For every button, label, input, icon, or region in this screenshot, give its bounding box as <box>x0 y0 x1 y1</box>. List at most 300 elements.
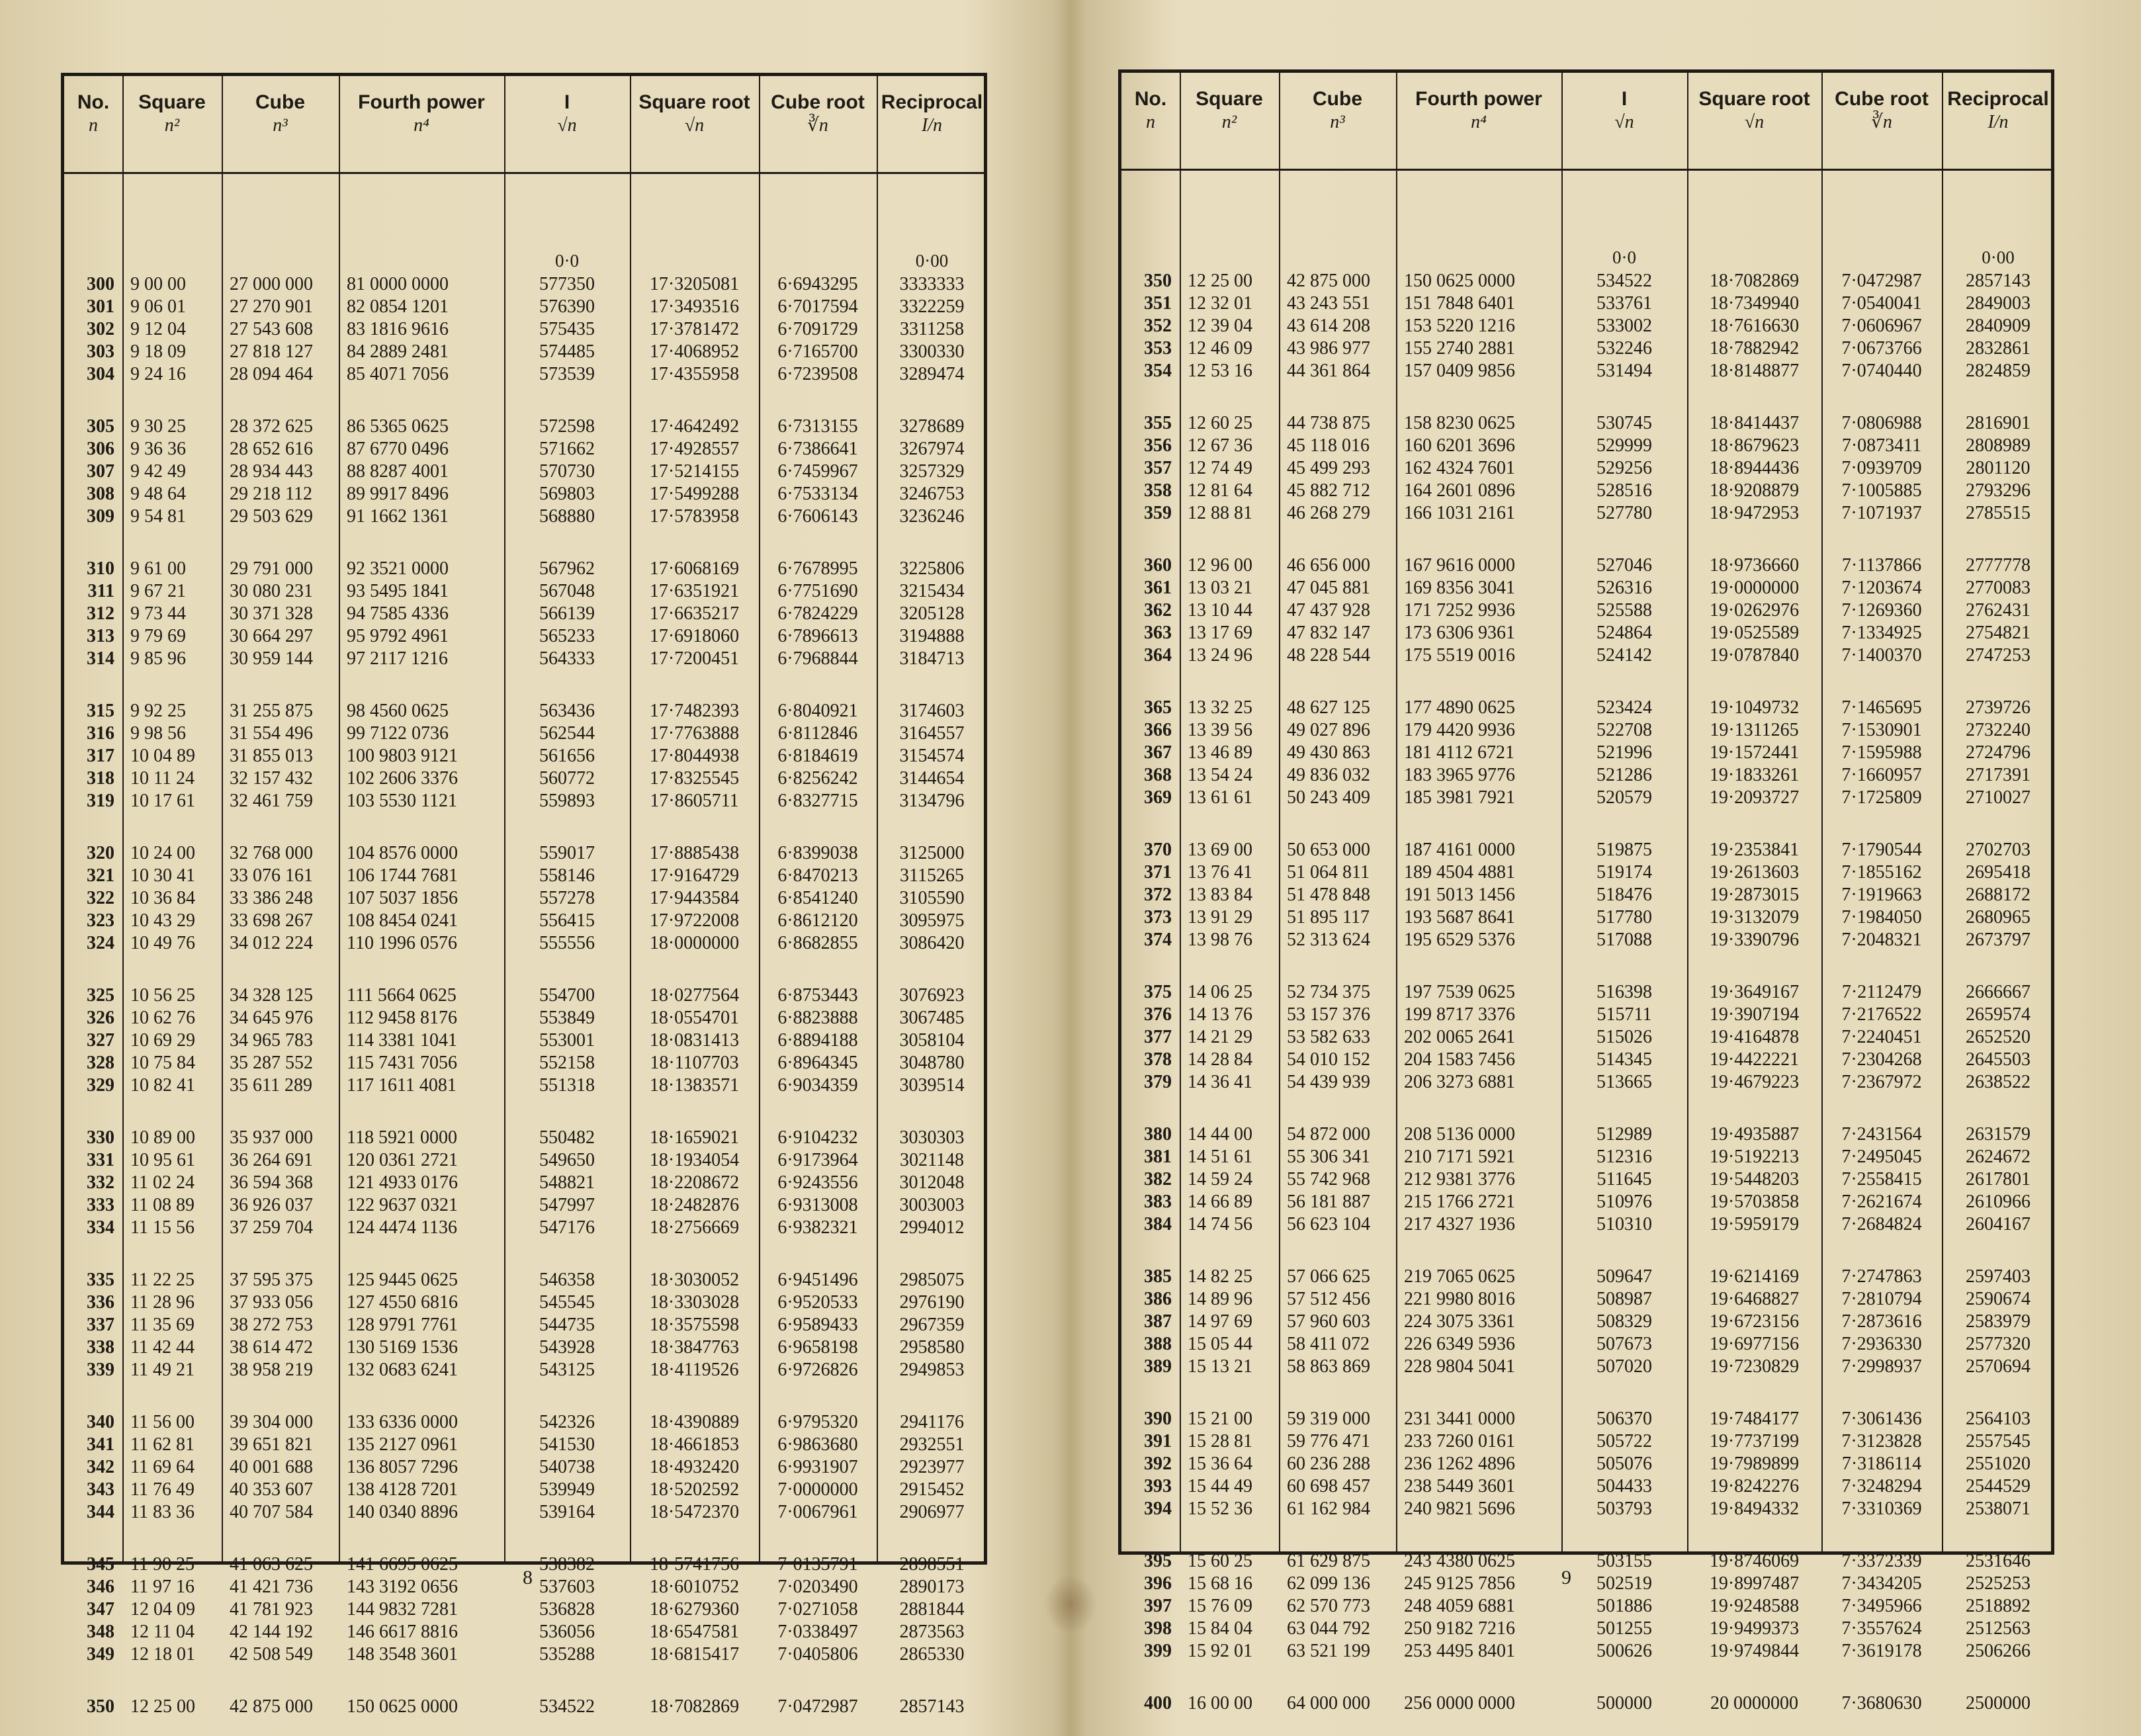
cell-cube: 28 372 625 <box>230 416 313 437</box>
cell-number: 350 <box>1144 271 1172 291</box>
cell-inv-sqrt: 552158 <box>539 1053 595 1073</box>
cell-reciprocal: 2518892 <box>1966 1596 2031 1616</box>
cell-cube-root: 7·0540041 <box>1841 293 1922 314</box>
table-row <box>64 603 984 625</box>
cell-inv-sqrt: 558146 <box>539 865 595 886</box>
cell-fourth-power: 250 9182 7216 <box>1404 1618 1515 1639</box>
cell-cube-root: 6·9795320 <box>777 1412 858 1432</box>
cell-cube: 57 066 625 <box>1287 1266 1370 1287</box>
cell-fourth-power: 88 8287 4001 <box>347 461 449 482</box>
cell-fourth-power: 98 4560 0625 <box>347 701 449 721</box>
cell-square: 9 42 49 <box>130 461 186 482</box>
cell-cube-root: 6·8399038 <box>777 843 858 863</box>
cell-number: 368 <box>1144 765 1172 785</box>
cell-reciprocal: 2652520 <box>1966 1027 2031 1047</box>
cell-number: 343 <box>87 1479 114 1500</box>
header-subtitle: √n <box>557 115 577 136</box>
cell-square: 9 79 69 <box>130 626 186 646</box>
cell-square: 11 97 16 <box>130 1577 195 1597</box>
cell-fourth-power: 189 4504 4881 <box>1404 862 1515 883</box>
cell-inv-sqrt: 515026 <box>1596 1027 1652 1047</box>
cell-cube-root: 7·2684824 <box>1841 1214 1922 1235</box>
cell-reciprocal: 2673797 <box>1966 930 2031 950</box>
cell-cube-root: 7·2747863 <box>1841 1266 1922 1287</box>
cell-inv-sqrt: 500626 <box>1596 1641 1652 1661</box>
cell-inv-sqrt: 572598 <box>539 416 595 437</box>
cell-reciprocal: 3257329 <box>899 461 965 482</box>
cell-number: 385 <box>1144 1266 1172 1287</box>
cell-fourth-power: 111 5664 0625 <box>347 985 457 1006</box>
cell-inv-sqrt: 544735 <box>539 1315 595 1335</box>
cell-reciprocal: 2793296 <box>1966 480 2031 501</box>
table-row <box>64 1217 984 1239</box>
table-row <box>1121 480 2051 502</box>
cell-number: 345 <box>87 1554 114 1575</box>
cell-cube: 42 875 000 <box>1287 271 1370 291</box>
header-subtitle: √n <box>1744 112 1765 132</box>
cell-inv-sqrt: 527780 <box>1596 503 1652 523</box>
cell-square: 10 69 29 <box>130 1030 195 1051</box>
cell-square-root: 19·1311265 <box>1710 720 1799 740</box>
cell-square: 12 81 64 <box>1188 480 1252 501</box>
cell-reciprocal: 3048780 <box>899 1053 965 1073</box>
cell-inv-sqrt: 519875 <box>1596 840 1652 860</box>
cell-cube: 63 044 792 <box>1287 1618 1370 1639</box>
cell-cube-root: 7·3248294 <box>1841 1476 1922 1497</box>
cell-cube: 58 411 072 <box>1287 1334 1370 1354</box>
cell-square: 14 89 96 <box>1188 1289 1252 1309</box>
cell-inv-sqrt: 504433 <box>1596 1476 1652 1497</box>
cell-inv-sqrt: 522708 <box>1596 720 1652 740</box>
cell-square: 10 89 00 <box>130 1127 195 1148</box>
header-subtitle: n <box>1146 112 1155 132</box>
cell-square: 15 36 64 <box>1188 1454 1252 1474</box>
cell-cube-root: 6·9104232 <box>777 1127 858 1148</box>
cell-cube-root: 7·1595988 <box>1841 742 1922 763</box>
cell-reciprocal: 3067485 <box>899 1008 965 1028</box>
cell-number: 304 <box>87 364 114 384</box>
table-row <box>1121 1191 2051 1213</box>
table-row <box>1121 1071 2051 1094</box>
cell-cube-root: 6·8823888 <box>777 1008 858 1028</box>
cell-fourth-power: 202 0065 2641 <box>1404 1027 1515 1047</box>
cell-cube: 42 144 192 <box>230 1622 313 1642</box>
cell-square: 13 10 44 <box>1188 600 1252 621</box>
cell-cube: 35 287 552 <box>230 1053 313 1073</box>
cell-square: 11 02 24 <box>130 1172 195 1193</box>
cell-cube: 32 461 759 <box>230 791 313 811</box>
table-row <box>64 745 984 767</box>
cell-cube: 50 243 409 <box>1287 787 1370 808</box>
cell-fourth-power: 169 8356 3041 <box>1404 578 1515 598</box>
cell-fourth-power: 127 4550 6816 <box>347 1292 458 1313</box>
cell-square: 11 08 89 <box>130 1195 195 1215</box>
cell-square: 10 36 84 <box>130 888 195 908</box>
cell-square-root: 18·0554701 <box>649 1008 740 1028</box>
cell-cube-root: 7·3680630 <box>1841 1693 1922 1714</box>
cell-square-root: 17·5214155 <box>649 461 740 482</box>
cell-reciprocal: 2865330 <box>899 1644 965 1665</box>
table-row <box>64 700 984 722</box>
cell-fourth-power: 108 8454 0241 <box>347 910 458 931</box>
header-square <box>1180 73 1279 169</box>
cell-square-root: 18·2208672 <box>649 1172 740 1193</box>
table-row <box>64 1074 984 1097</box>
cell-inv-sqrt: 538382 <box>539 1554 595 1575</box>
cell-number: 321 <box>87 865 114 886</box>
cell-fourth-power: 226 6349 5936 <box>1404 1334 1515 1354</box>
cell-inv-sqrt: 548821 <box>539 1172 595 1193</box>
cell-inv-sqrt: 516398 <box>1596 982 1652 1002</box>
cell-reciprocal: 2739726 <box>1966 697 2031 718</box>
cell-inv-sqrt: 551318 <box>539 1075 595 1096</box>
cell-cube: 62 570 773 <box>1287 1596 1370 1616</box>
cell-reciprocal: 2832861 <box>1966 338 2031 359</box>
cell-square: 15 44 49 <box>1188 1476 1252 1497</box>
cell-cube: 51 478 848 <box>1287 885 1370 905</box>
table-row <box>1121 599 2051 622</box>
cell-square-root: 17·8605711 <box>650 791 739 811</box>
cell-fourth-power: 103 5530 1121 <box>347 791 457 811</box>
cell-number: 367 <box>1144 742 1172 763</box>
cell-fourth-power: 125 9445 0625 <box>347 1270 458 1290</box>
cell-number: 359 <box>1144 503 1172 523</box>
table-row <box>64 1434 984 1456</box>
cell-cube: 56 623 104 <box>1287 1214 1370 1235</box>
cell-reciprocal: 2967359 <box>899 1315 965 1335</box>
cell-fourth-power: 95 9792 4961 <box>347 626 449 646</box>
cell-cube: 33 386 248 <box>230 888 313 908</box>
cell-reciprocal: 2906977 <box>899 1502 965 1522</box>
cell-cube: 31 255 875 <box>230 701 313 721</box>
cell-square-root: 17·3205081 <box>649 274 740 294</box>
cell-inv-sqrt: 577350 <box>539 274 595 294</box>
cell-square-root: 19·7230829 <box>1709 1356 1800 1377</box>
cell-cube-root: 7·1530901 <box>1841 720 1922 740</box>
cell-cube: 50 653 000 <box>1287 840 1370 860</box>
header-title: I <box>1621 88 1628 110</box>
header-title: Fourth power <box>358 91 485 113</box>
cell-reciprocal: 2785515 <box>1966 503 2031 523</box>
cell-square: 12 25 00 <box>1188 271 1252 291</box>
cell-cube-root: 7·0873411 <box>1841 435 1922 456</box>
cell-reciprocal: 2538071 <box>1966 1498 2031 1519</box>
cell-square: 13 32 25 <box>1188 697 1252 718</box>
table-row <box>1121 315 2051 337</box>
cell-square-root: 18·1659021 <box>649 1127 740 1148</box>
cell-number: 355 <box>1144 413 1172 433</box>
cell-fourth-power: 128 9791 7761 <box>347 1315 458 1335</box>
cell-square-root: 18·0831413 <box>649 1030 740 1051</box>
cell-square-root: 19·0000000 <box>1709 578 1800 598</box>
cell-reciprocal: 2500000 <box>1966 1693 2031 1714</box>
cell-number: 380 <box>1144 1124 1172 1145</box>
cell-cube-root: 6·7824229 <box>777 603 858 624</box>
cell-cube-root: 7·2558415 <box>1841 1169 1922 1190</box>
cell-square: 12 67 36 <box>1188 435 1252 456</box>
cell-square-root: 18·1383571 <box>649 1075 740 1096</box>
cell-number: 325 <box>87 985 114 1006</box>
cell-square: 9 73 44 <box>130 603 186 624</box>
cell-fourth-power: 121 4933 0176 <box>347 1172 458 1193</box>
cell-square-root: 17·7763888 <box>649 723 740 744</box>
cell-square: 13 69 00 <box>1188 840 1252 860</box>
table-row <box>1121 554 2051 577</box>
header-fourth-power <box>339 76 504 172</box>
cell-reciprocal: 2873563 <box>899 1622 965 1642</box>
header-title: Cube <box>255 91 305 113</box>
cell-fourth-power: 107 5037 1856 <box>347 888 458 908</box>
table-row <box>1121 1475 2051 1498</box>
cell-square: 13 17 69 <box>1188 623 1252 643</box>
cell-number: 387 <box>1144 1311 1172 1332</box>
cell-reciprocal: 3144654 <box>899 768 965 789</box>
cell-cube: 47 045 881 <box>1287 578 1370 598</box>
cell-cube: 57 512 456 <box>1287 1289 1370 1309</box>
header-reciprocal <box>1942 73 2054 169</box>
cell-reciprocal: 2695418 <box>1966 862 2031 883</box>
cell-square: 9 36 36 <box>130 439 186 459</box>
table-row <box>64 1643 984 1666</box>
table-row <box>64 1127 984 1149</box>
cell-fourth-power: 89 9917 8496 <box>347 484 449 504</box>
cell-inv-sqrt: 525588 <box>1596 600 1652 621</box>
cell-inv-sqrt: 540738 <box>539 1457 595 1477</box>
table-row <box>64 1007 984 1029</box>
table-body <box>64 174 984 1717</box>
cell-cube: 45 499 293 <box>1287 458 1370 478</box>
cell-fourth-power: 85 4071 7056 <box>347 364 449 384</box>
cell-number: 362 <box>1144 600 1172 621</box>
cell-square: 9 67 21 <box>130 581 186 601</box>
cell-number: 358 <box>1144 480 1172 501</box>
table-row <box>1121 1049 2051 1071</box>
cell-reciprocal: 2941176 <box>900 1412 964 1432</box>
cell-fourth-power: 130 5169 1536 <box>347 1337 458 1358</box>
table-row <box>1121 1453 2051 1475</box>
table-header <box>1121 73 2051 171</box>
cell-cube: 48 627 125 <box>1287 697 1370 718</box>
cell-square: 9 98 56 <box>130 723 186 744</box>
cell-inv-sqrt: 539949 <box>539 1479 595 1500</box>
cell-cube: 60 698 457 <box>1287 1476 1370 1497</box>
cell-number: 364 <box>1144 645 1172 666</box>
cell-square-root: 18·7882942 <box>1709 338 1800 359</box>
cell-fourth-power: 94 7585 4336 <box>347 603 449 624</box>
cell-fourth-power: 208 5136 0000 <box>1404 1124 1515 1145</box>
cell-square-root: 19·9749844 <box>1709 1641 1800 1661</box>
header-number <box>1121 73 1180 169</box>
cell-reciprocal: 3003003 <box>899 1195 965 1215</box>
cell-square: 12 96 00 <box>1188 555 1252 576</box>
cell-square-root: 17·9443584 <box>649 888 740 908</box>
cell-reciprocal: 3039514 <box>899 1075 965 1096</box>
cell-square: 13 91 29 <box>1188 907 1252 928</box>
cell-cube: 43 614 208 <box>1287 316 1370 336</box>
cell-square-root: 19·4422221 <box>1709 1049 1800 1070</box>
header-subtitle: ∛n <box>807 115 828 136</box>
header-title: Fourth power <box>1415 88 1542 110</box>
cell-number: 361 <box>1144 578 1172 598</box>
cell-square: 10 62 76 <box>130 1008 195 1028</box>
cell-cube: 55 742 968 <box>1287 1169 1370 1190</box>
cell-square: 15 92 01 <box>1188 1641 1252 1661</box>
cell-inv-sqrt: 575435 <box>539 319 595 339</box>
cell-cube-root: 7·0135791 <box>777 1554 858 1575</box>
header-subtitle: √n <box>1614 112 1634 132</box>
table-row <box>1121 906 2051 929</box>
cell-cube: 51 895 117 <box>1287 907 1370 928</box>
cell-square: 12 46 09 <box>1188 338 1252 359</box>
cell-fourth-power: 233 7260 0161 <box>1404 1431 1515 1452</box>
cell-fourth-power: 112 9458 8176 <box>347 1008 457 1028</box>
cell-cube-root: 7·1919663 <box>1841 885 1922 905</box>
cell-square-root: 18·6547581 <box>649 1622 740 1642</box>
cell-square-root: 19·6468827 <box>1709 1289 1800 1309</box>
cell-inv-sqrt: 532246 <box>1596 338 1652 359</box>
cell-square: 9 18 09 <box>130 341 186 362</box>
cell-number: 303 <box>87 341 114 362</box>
table-row <box>64 273 984 296</box>
cell-cube: 33 076 161 <box>230 865 313 886</box>
cell-cube-root: 6·9382321 <box>777 1217 858 1238</box>
cell-fourth-power: 158 8230 0625 <box>1404 413 1515 433</box>
cell-reciprocal: 2762431 <box>1966 600 2031 621</box>
cell-square-root: 19·8494332 <box>1709 1498 1800 1519</box>
cell-cube-root: 6·8184619 <box>777 746 858 766</box>
cell-number: 341 <box>87 1434 114 1455</box>
cell-square: 11 62 81 <box>130 1434 195 1455</box>
cell-reciprocal: 2976190 <box>899 1292 965 1313</box>
cell-cube: 38 272 753 <box>230 1315 313 1335</box>
cell-fourth-power: 141 6695 0625 <box>347 1554 458 1575</box>
cell-number: 374 <box>1144 930 1172 950</box>
cell-cube-root: 7·1269360 <box>1841 600 1922 621</box>
cell-reciprocal: 2688172 <box>1966 885 2031 905</box>
cell-cube: 59 776 471 <box>1287 1431 1370 1452</box>
cell-cube: 62 099 136 <box>1287 1573 1370 1594</box>
cell-inv-sqrt: 521286 <box>1596 765 1652 785</box>
cell-reciprocal: 2597403 <box>1966 1266 2031 1287</box>
cell-cube-root: 7·2367972 <box>1841 1072 1922 1092</box>
cell-inv-sqrt: 515711 <box>1596 1004 1652 1025</box>
cell-reciprocal: 3205128 <box>899 603 965 624</box>
cell-fourth-power: 140 0340 8896 <box>347 1502 458 1522</box>
cell-reciprocal: 2645503 <box>1966 1049 2031 1070</box>
cell-cube-root: 7·2873616 <box>1841 1311 1922 1332</box>
header-number <box>64 76 122 172</box>
cell-reciprocal: 3215434 <box>899 581 965 601</box>
table-row <box>1121 1618 2051 1640</box>
cell-square-root: 19·6723156 <box>1709 1311 1800 1332</box>
cell-square: 15 84 04 <box>1188 1618 1252 1639</box>
cell-inv-sqrt: 563436 <box>539 701 595 721</box>
table-row <box>1121 1168 2051 1191</box>
cell-cube-root: 7·0472987 <box>777 1696 858 1717</box>
cell-cube-root: 6·7533134 <box>777 484 858 504</box>
cell-reciprocal: 3225806 <box>899 558 965 579</box>
cell-square: 13 98 76 <box>1188 930 1252 950</box>
cell-number: 346 <box>87 1577 114 1597</box>
cell-square-root: 17·8044938 <box>649 746 740 766</box>
cell-square-root: 18·5202592 <box>649 1479 740 1500</box>
cell-cube-root: 6·7751690 <box>777 581 858 601</box>
cell-reciprocal: 2557545 <box>1966 1431 2031 1452</box>
cell-cube: 32 157 432 <box>230 768 313 789</box>
cell-square: 15 60 25 <box>1188 1551 1252 1571</box>
cell-cube: 37 259 704 <box>230 1217 313 1238</box>
cell-reciprocal: 3333333 <box>899 274 965 294</box>
table-row <box>64 1029 984 1052</box>
cell-cube-root: 6·7896613 <box>777 626 858 646</box>
cell-fourth-power: 179 4420 9936 <box>1404 720 1515 740</box>
table-row <box>1121 764 2051 787</box>
header-square <box>122 76 222 172</box>
cell-number: 399 <box>1144 1641 1172 1661</box>
table-row <box>64 1359 984 1381</box>
cell-reciprocal: 2985075 <box>899 1270 965 1290</box>
cell-square-root: 18·7082869 <box>649 1696 740 1717</box>
cell-fourth-power: 118 5921 0000 <box>347 1127 457 1148</box>
header-title: Cube root <box>771 91 865 113</box>
cell-inv-sqrt: 567048 <box>539 581 595 601</box>
cell-square-root: 18·4119526 <box>650 1360 739 1380</box>
cell-reciprocal: 2512563 <box>1966 1618 2031 1639</box>
inv-sqrt-prefix: 0·0 <box>555 251 579 271</box>
cell-inv-sqrt: 533002 <box>1596 316 1652 336</box>
cell-cube-root: 6·9863680 <box>777 1434 858 1455</box>
cell-inv-sqrt: 568880 <box>539 506 595 527</box>
cell-square: 11 28 96 <box>130 1292 195 1313</box>
cell-cube: 45 118 016 <box>1287 435 1370 456</box>
cell-fourth-power: 238 5449 3601 <box>1404 1476 1515 1497</box>
cell-fourth-power: 181 4112 6721 <box>1404 742 1514 763</box>
cell-cube-root: 7·2304268 <box>1841 1049 1922 1070</box>
cell-reciprocal: 2604167 <box>1966 1214 2031 1235</box>
cell-reciprocal: 2659574 <box>1966 1004 2031 1025</box>
cell-inv-sqrt: 529256 <box>1596 458 1652 478</box>
cell-square: 12 39 04 <box>1188 316 1252 336</box>
cell-reciprocal: 2890173 <box>899 1577 965 1597</box>
cell-cube-root: 6·7459967 <box>777 461 858 482</box>
cell-fourth-power: 231 3441 0000 <box>1404 1409 1515 1429</box>
cell-number: 306 <box>87 439 114 459</box>
cell-reciprocal: 2590674 <box>1966 1289 2031 1309</box>
cell-inv-sqrt: 576390 <box>539 296 595 317</box>
cell-reciprocal: 2881844 <box>899 1599 965 1620</box>
cell-square: 9 61 00 <box>130 558 186 579</box>
table-row <box>64 580 984 603</box>
cell-square-root: 17·6068169 <box>649 558 740 579</box>
cell-number: 300 <box>87 274 114 294</box>
cell-number: 312 <box>87 603 114 624</box>
cell-square-root: 18·1934054 <box>649 1150 740 1170</box>
cell-number: 375 <box>1144 982 1172 1002</box>
cell-number: 370 <box>1144 840 1172 860</box>
cell-reciprocal: 2624672 <box>1966 1147 2031 1167</box>
header-cube-root <box>1821 73 1942 169</box>
cell-square: 12 11 04 <box>130 1622 195 1642</box>
cell-inv-sqrt: 574485 <box>539 341 595 362</box>
cell-square: 10 95 61 <box>130 1150 195 1170</box>
cell-reciprocal: 2932551 <box>899 1434 965 1455</box>
cell-cube: 36 594 368 <box>230 1172 313 1193</box>
cell-cube-root: 7·0067961 <box>777 1502 858 1522</box>
cell-square-root: 18·3030052 <box>649 1270 740 1290</box>
table-row <box>1121 1004 2051 1026</box>
cell-fourth-power: 185 3981 7921 <box>1404 787 1515 808</box>
cell-cube-root: 7·3557624 <box>1841 1618 1922 1639</box>
